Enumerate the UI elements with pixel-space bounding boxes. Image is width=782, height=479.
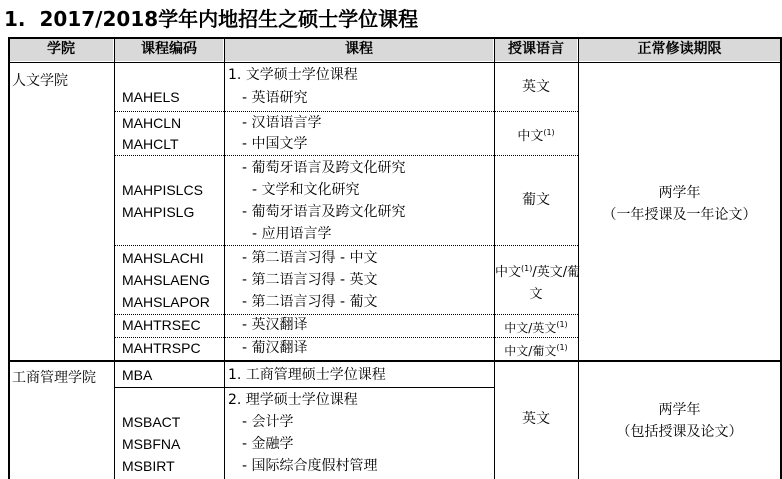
- course-heading: 1. 文学硕士学位课程: [228, 67, 358, 83]
- course-code: MAHTRSEC: [122, 317, 201, 333]
- course-code: MAHPISLCS: [122, 182, 203, 198]
- language-cell: [495, 258, 581, 306]
- course-name: - 第二语言习得 - 中文: [242, 250, 378, 266]
- school-humanities: 人文学院: [12, 73, 68, 89]
- course-name: - 英汉翻译: [242, 317, 308, 333]
- language-cell: [495, 189, 577, 211]
- language-text: 中文: [517, 129, 544, 144]
- language-text: 葡文: [522, 192, 550, 208]
- duration-cell: [579, 182, 780, 226]
- duration-detail: （包括授课及论文）: [616, 424, 743, 440]
- course-name: - 葡汉翻译: [242, 340, 308, 356]
- course-code: MAHSLAPOR: [122, 294, 210, 310]
- language-cell: [495, 122, 577, 148]
- language-text: 英文: [522, 411, 550, 427]
- duration-cell: [579, 399, 780, 443]
- school-business: 工商管理学院: [12, 370, 96, 386]
- course-name: - 文学和文化研究: [252, 182, 360, 198]
- duration-years: 两学年: [658, 185, 701, 201]
- language-text: 中文: [495, 265, 522, 280]
- course-name: - 国际综合度假村管理: [242, 458, 378, 474]
- footnote-ref: (1): [556, 343, 568, 352]
- language-cell: [495, 76, 577, 98]
- course-code: MSBACT: [122, 414, 181, 430]
- duration-years: 两学年: [658, 402, 701, 418]
- course-name: - 中国文学: [242, 136, 308, 152]
- language-text: 文: [529, 287, 543, 302]
- course-code: MSBIRT: [122, 458, 175, 474]
- course-name: - 葡萄牙语言及跨文化研究: [242, 160, 406, 176]
- footnote-ref: (1): [556, 320, 568, 329]
- title-text: 2017/2018学年内地招生之硕士学位课程: [39, 7, 419, 31]
- course-code: MAHTRSPC: [122, 340, 201, 356]
- course-name: - 葡萄牙语言及跨文化研究: [242, 204, 406, 220]
- header-school: 学院: [47, 41, 75, 57]
- header-code: 课程编码: [141, 41, 197, 57]
- course-heading: 2. 理学硕士学位课程: [228, 392, 358, 408]
- course-name: - 英语研究: [242, 90, 308, 106]
- course-code: MAHELS: [122, 89, 180, 105]
- course-name: - 第二语言习得 - 葡文: [242, 294, 378, 310]
- course-code: MAHSLACHI: [122, 250, 204, 266]
- language-cell: [495, 408, 577, 430]
- course-code: MAHCLN: [122, 115, 182, 131]
- course-name: - 会计学: [242, 414, 294, 430]
- language-text: /英文/葡: [532, 265, 581, 280]
- course-code: MAHCLT: [122, 136, 179, 152]
- header-language: 授课语言: [508, 41, 564, 57]
- header-duration: 正常修读期限: [637, 41, 722, 57]
- course-code: MAHSLAENG: [122, 272, 210, 288]
- language-cell: [495, 337, 577, 362]
- language-text: 中文/葡文: [504, 344, 557, 358]
- course-name: - 应用语言学: [252, 226, 332, 242]
- title-number: 1.: [4, 7, 26, 31]
- header-course: 课程: [345, 41, 373, 57]
- course-code: MSBFNA: [122, 436, 181, 452]
- course-code: MBA: [122, 367, 153, 383]
- language-cell: [495, 314, 577, 339]
- course-name: - 第二语言习得 - 英文: [242, 272, 378, 288]
- course-name: - 汉语语言学: [242, 115, 322, 131]
- footnote-ref: (1): [521, 264, 533, 273]
- language-text: 中文/英文: [504, 321, 557, 335]
- course-heading: 1. 工商管理硕士学位课程: [228, 367, 386, 383]
- duration-detail: （一年授课及一年论文）: [602, 207, 757, 223]
- course-code: MAHPISLG: [122, 204, 195, 220]
- course-name: - 金融学: [242, 436, 294, 452]
- language-text: 英文: [522, 79, 550, 95]
- footnote-ref: (1): [543, 128, 555, 137]
